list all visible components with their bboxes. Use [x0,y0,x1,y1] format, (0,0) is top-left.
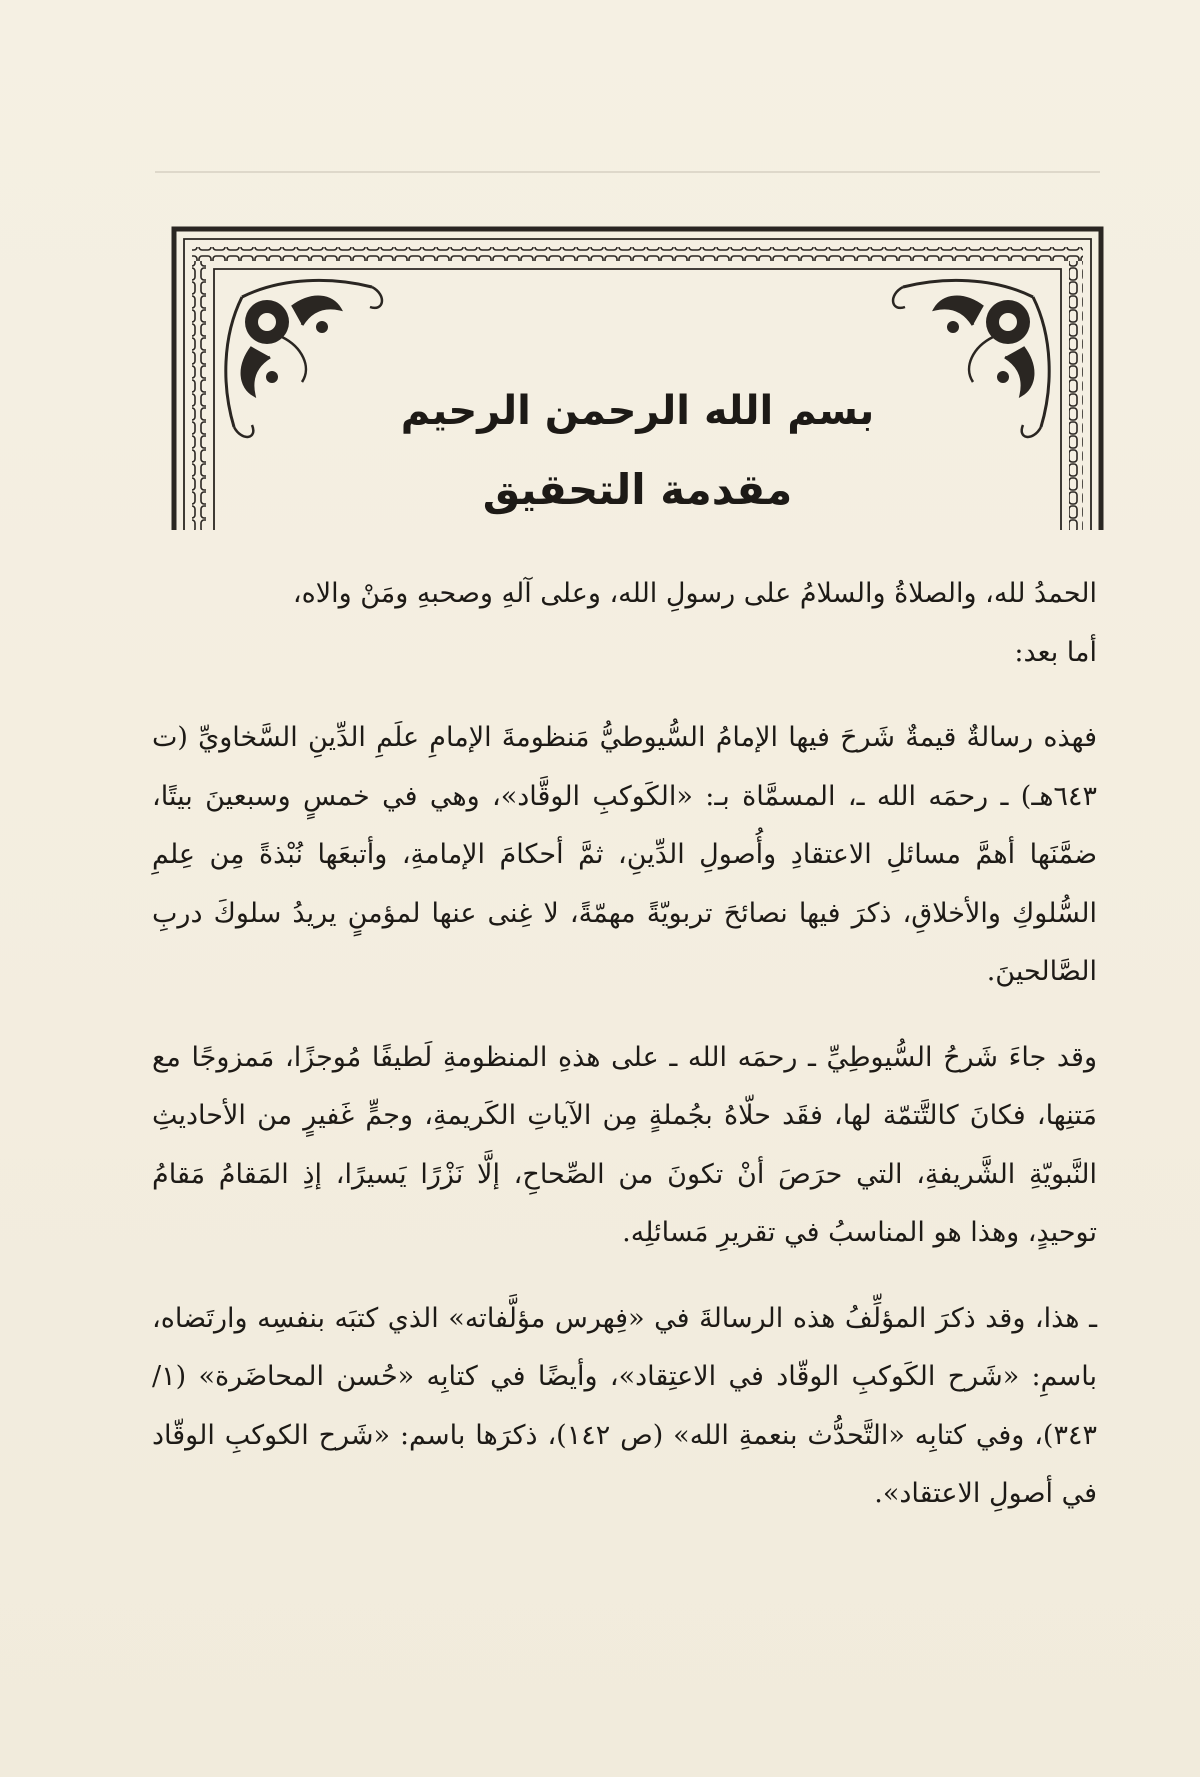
page-title: مقدمة التحقيق [482,465,793,514]
paragraph-attribution: ـ هذا، وقد ذكرَ المؤلِّفُ هذه الرسالةَ في «فِهرس مؤلَّفاته» الذي كتبَه بنفسِه وارتَضاه، باسمِ: «شَرح الكَوكبِ الوقّاد في الاعتِقاد»، وأيضًا في كتابِه «حُسن المحاضَرة» (١/ ٣٤٣)، وفي كتابِه «التَّحدُّث بنعمةِ الله» (ص ١٤٢)، ذكرَها باسم: «شَرح الكوكبِ الوقّاد في أصولِ الاعتقاد». [152,1302,1097,1509]
paragraph-opening: الحمدُ لله، والصلاةُ والسلامُ على رسولِ الله، وعلى آلهِ وصحبهِ ومَنْ والاه، [292,578,1097,609]
paragraph-amma-bad: أما بعد: [1014,636,1097,668]
paragraph-description: فهذه رسالةٌ قيمةٌ شَرحَ فيها الإمامُ السُّيوطيُّ مَنظومةَ الإمامِ علَمِ الدِّينِ السَّخاويِّ (ت ٦٤٣هـ) ـ رحمَه الله ـ، المسمَّاة بـ: «الكَوكبِ الوقَّاد»، وهي في خمسٍ وسبعينَ بيتًا، ضمَّنَها أهمَّ مسائلِ الاعتقادِ وأُصولِ الدِّينِ، ثمَّ أحكامَ الإمامةِ، وأتبعَها نُبْذةً مِن عِلمِ السُّلوكِ والأخلاقِ، ذكرَ فيها نصائحَ تربويّةً مهمّةً، لا غِنى عنها لمؤمنٍ يريدُ سلوكَ دربِ الصَّالحينَ. [152,722,1097,987]
paragraph-commentary: وقد جاءَ شَرحُ السُّيوطِيِّ ـ رحمَه الله ـ على هذهِ المنظومةِ لَطيفًا مُوجزًا، مَمزوجًا مع مَتنِها، فكانَ كالتَّتمّة لها، فقَد حلّاهُ بجُملةٍ مِن الآياتِ الكَريمةِ، وجمٍّ غَفيرٍ من الأحاديثِ النَّبويّةِ الشَّريفةِ، التي حرَصَ أنْ تكونَ من الصِّحاحِ، إلَّا نَزْرًا يَسيرًا، إذِ المَقامُ مَقامُ توحيدٍ، وهذا هو المناسبُ في تقريرِ مَسائلِه. [152,1041,1097,1248]
faint-running-header [155,125,1100,173]
basmala-heading: بسم الله الرحمن الرحيم [400,388,875,434]
body-text [152,565,1097,1524]
